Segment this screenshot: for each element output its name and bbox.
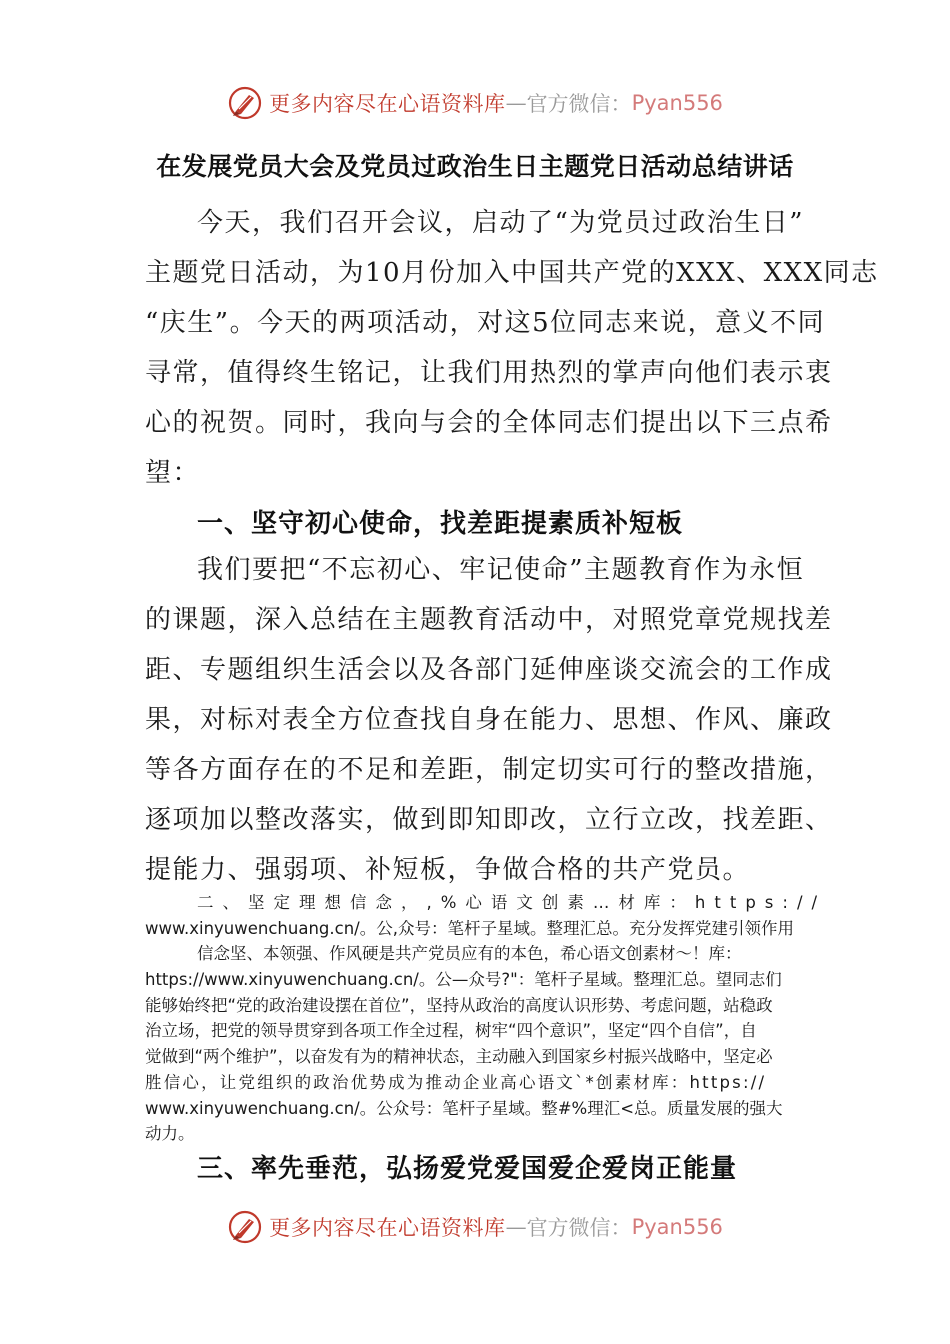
section-2-line: 觉做到“两个维护”，以奋发有为的精神状态，主动融入到国家乡村振兴战略中，坚定必 (145, 1047, 773, 1067)
section-2-line: www.xinyuwenchuang.cn/。公,众号：笔杆子星域。整理汇总。充分发挥党建引领作用 (145, 918, 794, 938)
section-1-line: 逐项加以整改落实，做到即知即改，立行立改，找差距、 (145, 805, 833, 835)
intro-line: “庆生”。今天的两项活动，对这5位同志来说，意义不同 (145, 308, 826, 338)
footer-watermark-banner (0, 1202, 950, 1252)
banner-slogan: 更多内容尽在心语资料库 (269, 92, 506, 116)
section-heading-3: 三、率先垂范，弘扬爱党爱国爱企爱岗正能量 (197, 1154, 738, 1184)
intro-line: 寻常，值得终生铭记，让我们用热烈的掌声向他们表示衷 (145, 358, 833, 388)
section-2-line: 信念坚、本领强、作风硬是共产党员应有的本色，希心语文创素材～！库： (197, 944, 742, 964)
section-2-line: 胜信心，让党组织的政治优势成为推动企业高心语文`*创素材库：https:// (145, 1072, 767, 1092)
banner-dash: — (505, 91, 527, 115)
section-1-line: 的课题，深入总结在主题教育活动中，对照党章党规找差 (145, 605, 833, 635)
banner-wechat-label: 官方微信： (526, 1216, 632, 1240)
section-1-paragraph (145, 545, 833, 895)
banner-wechat-id: Pyan556 (631, 1215, 723, 1239)
section-1-line: 我们要把“不忘初心、牢记使命”主题教育作为永恒 (197, 555, 805, 585)
banner-dash: — (505, 1215, 527, 1239)
section-1-line: 距、专题组织生活会以及各部门延伸座谈交流会的工作成 (145, 655, 833, 685)
section-1-line: 果，对标对表全方位查找自身在能力、思想、作风、廉政 (145, 705, 833, 735)
section-2-paragraph (145, 890, 827, 1147)
pen-nib-logo-icon (227, 1209, 263, 1245)
section-2-line: 治立场，把党的领导贯穿到各项工作全过程，树牢“四个意识”，坚定“四个自信”，自 (145, 1021, 757, 1041)
intro-line: 心的祝贺。同时，我向与会的全体同志们提出以下三点希 (145, 408, 833, 438)
section-1-line: 等各方面存在的不足和差距，制定切实可行的整改措施， (145, 755, 833, 785)
banner-wechat-id: Pyan556 (631, 91, 723, 115)
section-2-line: 动力。 (145, 1124, 195, 1144)
intro-line: 望： (145, 458, 201, 488)
intro-line: 主题党日活动，为10月份加入中国共产党的XXX、XXX同志 (145, 258, 879, 288)
banner-slogan: 更多内容尽在心语资料库 (269, 1216, 506, 1240)
section-heading-1: 一、坚守初心使命，找差距提素质补短板 (197, 509, 684, 539)
section-2-line: https://www.xinyuwenchuang.cn/。公—众号?"：笔杆子星域。整理汇总。望同志们 (145, 970, 782, 990)
section-2-line: www.xinyuwenchuang.cn/。公众号：笔杆子星域。整#%理汇<总。质量发展的强大 (145, 1098, 783, 1118)
header-watermark-banner (0, 78, 950, 128)
intro-paragraph (145, 198, 879, 498)
section-2-line: 二、坚定理想信念，,%心语文创素…材库：https:// (197, 893, 827, 912)
intro-line: 今天，我们召开会议，启动了“为党员过政治生日” (197, 208, 805, 238)
section-1-line: 提能力、强弱项、补短板，争做合格的共产党员。 (145, 855, 751, 885)
document-title: 在发展党员大会及党员过政治生日主题党日活动总结讲话 (156, 152, 794, 181)
section-2-line: 能够始终把“党的政治建设摆在首位”，坚持从政治的高度认识形势、考虑问题，站稳政 (145, 995, 773, 1015)
pen-nib-logo-icon (227, 85, 263, 121)
banner-wechat-label: 官方微信： (526, 92, 632, 116)
